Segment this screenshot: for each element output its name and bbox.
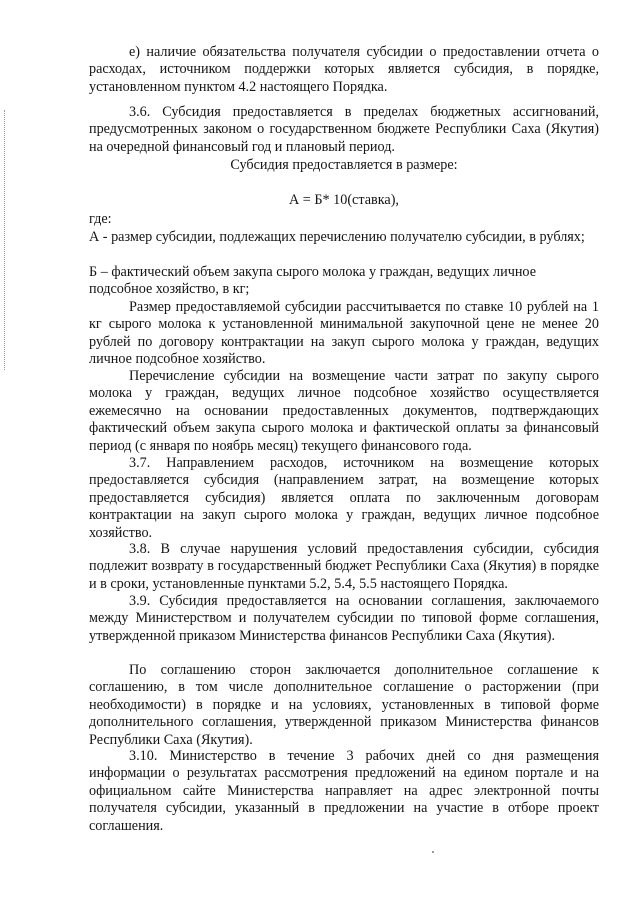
paragraph-3-8: 3.8. В случае нарушения условий предоставления субсидии, субсидия подлежит возврату в государственный бюджет Республики Саха (Якутия) в порядке и в сроки, установленные пунктами 5.2, 5.4, 5.5 настоящего Порядка.	[89, 541, 599, 592]
paragraph-rate: Размер предоставляемой субсидии рассчитывается по ставке 10 рублей на 1 кг сырого молока к установленной минимальной закупочной цене не менее 20 рублей по договору контрактации на закуп сырого молока у граждан, ведущих личное подсобное хозяйство.	[89, 299, 599, 368]
formula: А = Б* 10(ставка),	[289, 192, 399, 208]
paragraph-additional-agreement: По соглашению сторон заключается дополнительное соглашение к соглашению, в том числе дополнительное соглашение о расторжении (при необходимости) в порядке и на условиях, установленных в типовой форме дополнительного соглашения, утвержденной приказом Министерства финансов Республики Саха (Якутия).	[89, 662, 599, 748]
definition-b: Б – фактический объем закупа сырого молока у граждан, ведущих личное подсобное хозяйство, в кг;	[89, 264, 536, 298]
paragraph-subsidy-size: Субсидия предоставляется в размере:	[230, 157, 458, 173]
paragraph-3-7: 3.7. Направлением расходов, источником на возмещение которых предоставляется субсидия (направлением затрат, на возмещение которых предоставляется субсидия) является оплата по заключенным договорам контрактации на закуп сырого молока у граждан, ведущих личное подсобное хозяйство.	[89, 455, 599, 541]
scan-speck	[432, 851, 434, 853]
paragraph-3-10: 3.10. Министерство в течение 3 рабочих дней со дня размещения информации о результатах рассмотрения предложений на едином портале и на официальном сайте Министерства направляет на адрес электронной почты получателя субсидии, указанный в предложении на участие в отборе проект соглашения.	[89, 748, 599, 834]
paragraph-3-9: 3.9. Субсидия предоставляется на основании соглашения, заключаемого между Министерством и получателем субсидии по типовой форме соглашения, утвержденной приказом Министерства финансов Республики Саха (Якутия).	[89, 593, 599, 644]
where-label: где:	[89, 211, 112, 227]
paragraph-e: е) наличие обязательства получателя субсидии о предоставлении отчета о расходах, источником поддержки которых является субсидия, в порядке, установленном пунктом 4.2 настоящего Порядка.	[89, 44, 599, 95]
paragraph-transfer: Перечисление субсидии на возмещение части затрат по закупу сырого молока у граждан, ведущих личное подсобное хозяйство осуществляется ежемесячно на основании предоставленных документов, подтверждающих фактический объем закупа сырого молока и фактической оплаты за финансовый период (с января по ноябрь месяц) текущего финансового года.	[89, 368, 599, 454]
definition-a: А - размер субсидии, подлежащих перечислению получателю субсидии, в рублях;	[89, 229, 585, 245]
scan-binder-mark	[4, 110, 6, 370]
paragraph-3-6: 3.6. Субсидия предоставляется в пределах бюджетных ассигнований, предусмотренных законом о государственном бюджете Республики Саха (Якутия) на очередной финансовый год и плановый период.	[89, 104, 599, 155]
